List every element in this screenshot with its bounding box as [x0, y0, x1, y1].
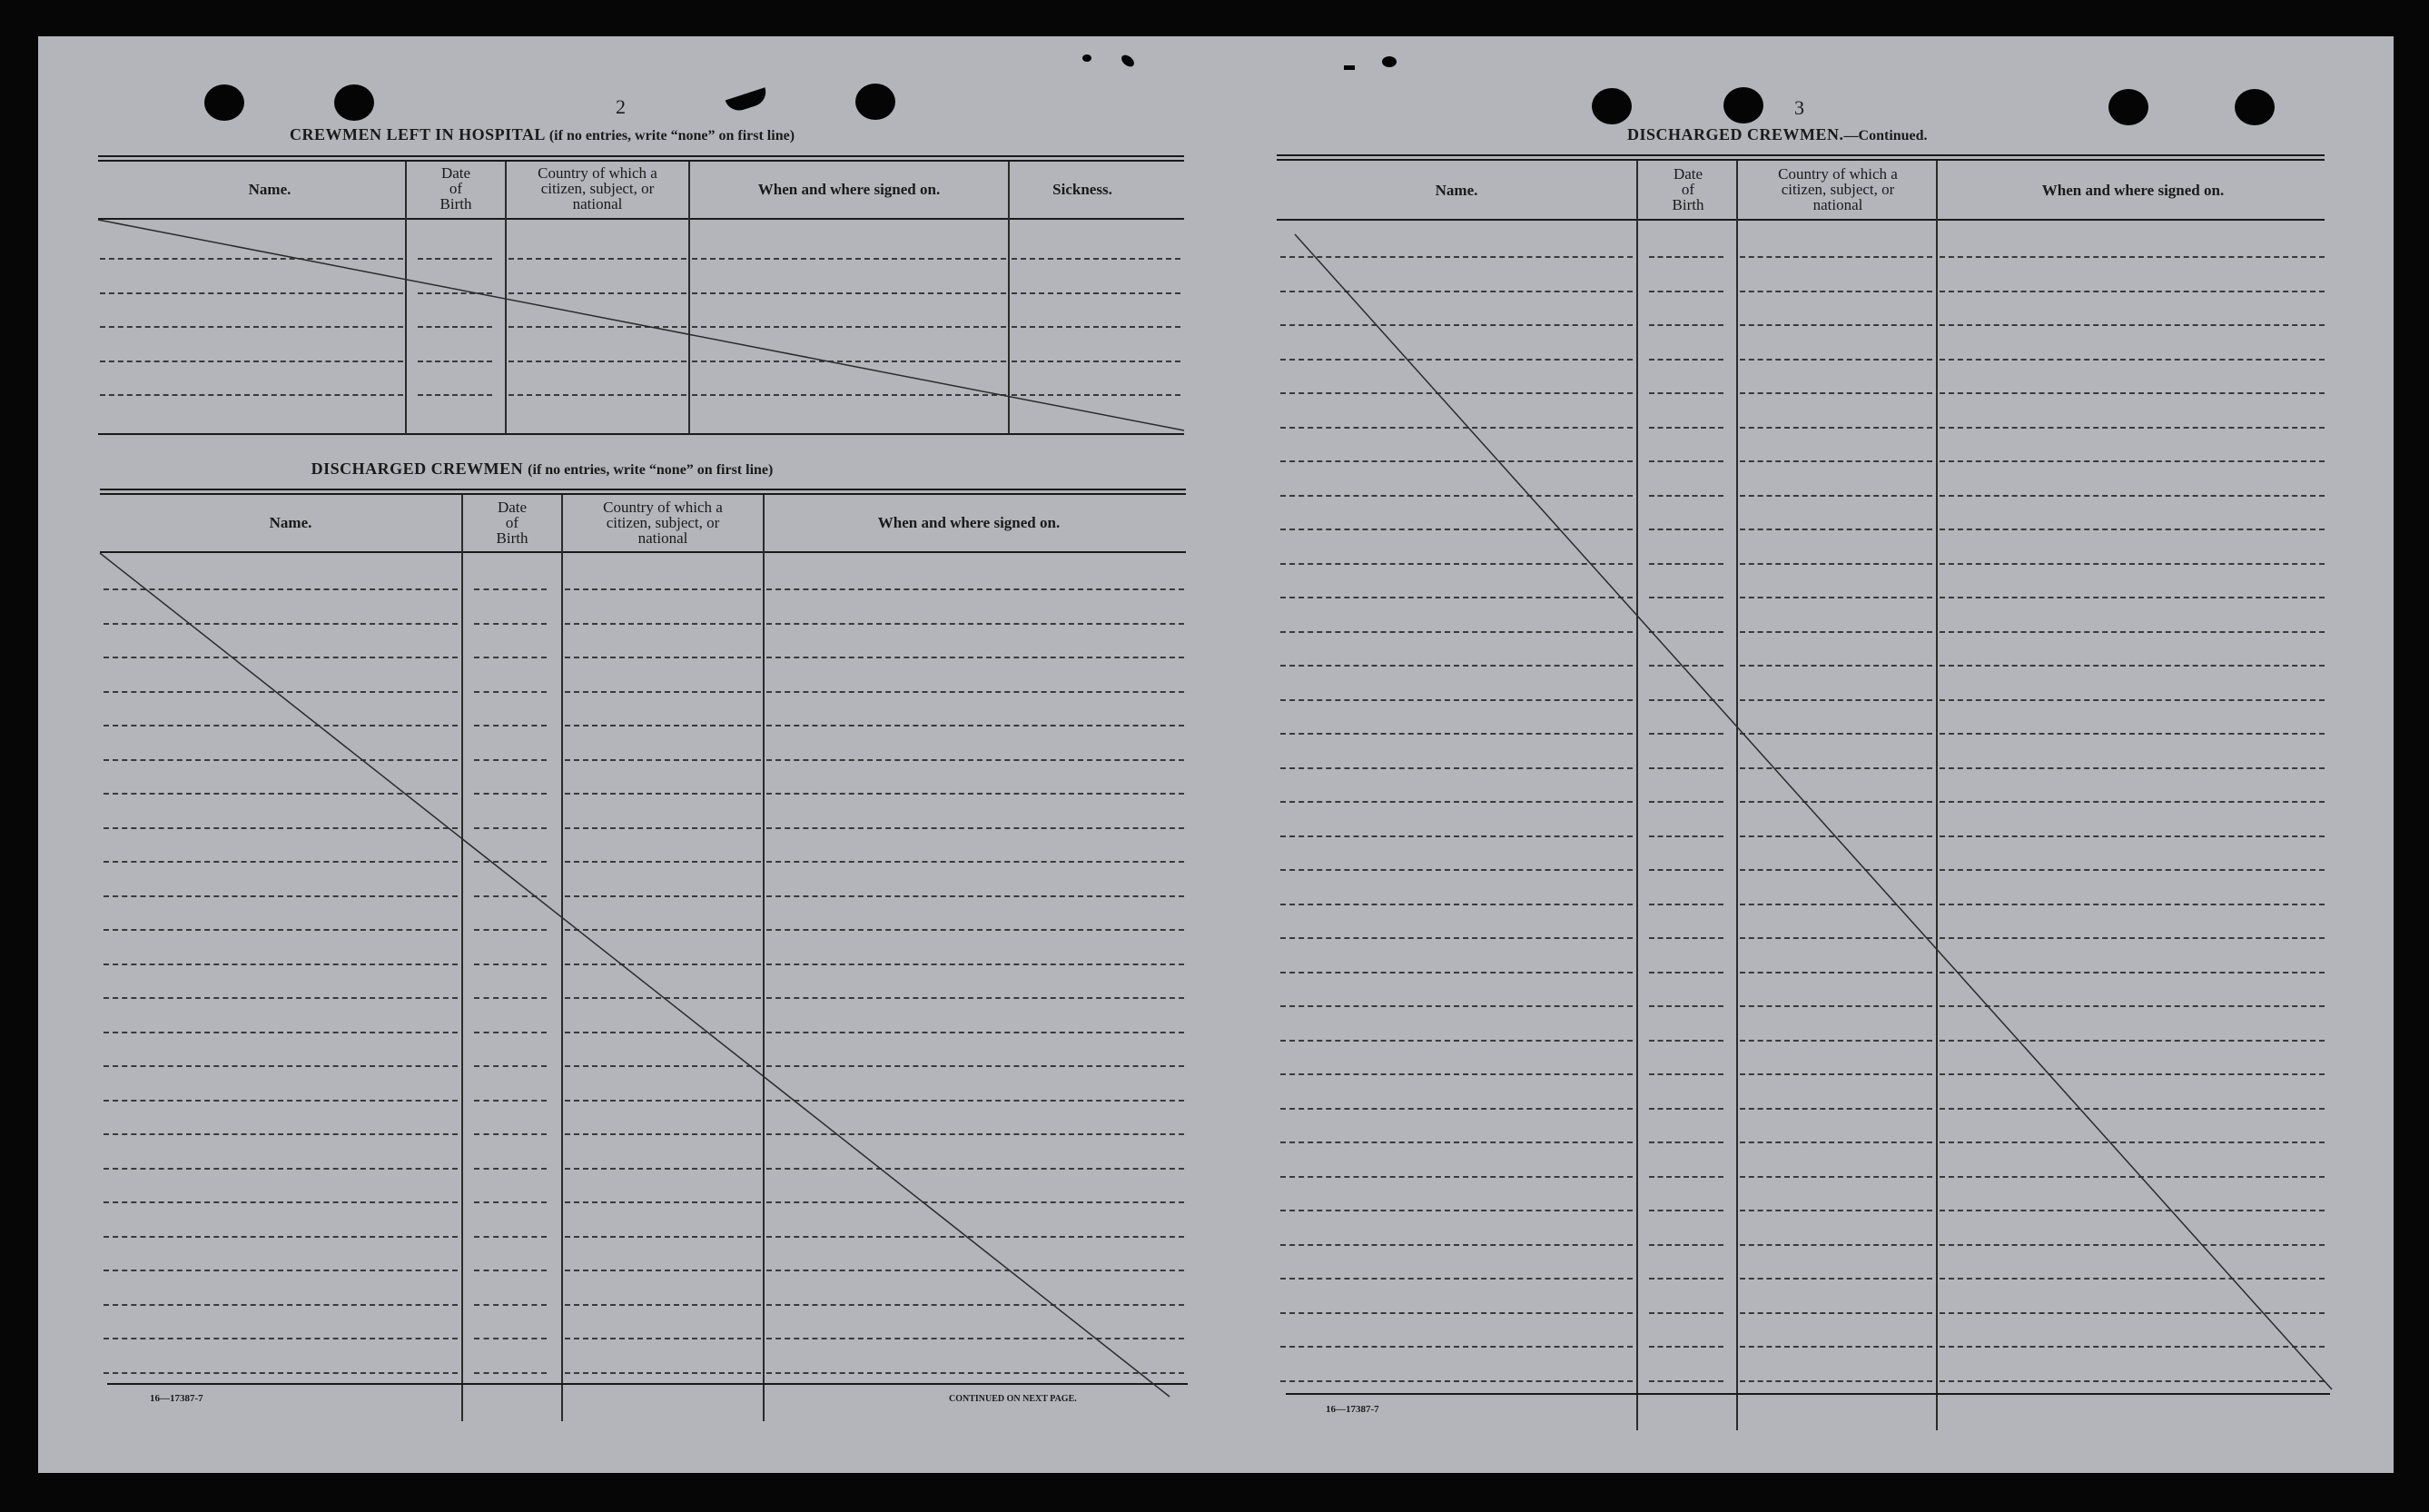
- discharged-strike-line: [100, 553, 1170, 1397]
- page-number: 3: [1794, 96, 1804, 119]
- hospital-title-text: CREWMEN LEFT IN HOSPITAL: [289, 125, 545, 143]
- hospital-strike-line: [98, 220, 1184, 430]
- discharged-title-text: DISCHARGED CREWMEN: [311, 460, 524, 478]
- column-header-country: Country of which a citizen, subject, or national: [1778, 165, 1898, 213]
- discharged-title-note: (if no entries, write “none” on first line): [528, 462, 774, 478]
- title-note: —Continued.: [1843, 128, 1928, 143]
- column-header-sickness: Sickness.: [1052, 181, 1112, 198]
- hospital-title-note: (if no entries, write “none” on first line): [548, 128, 795, 143]
- column-header-country: Country of which a citizen, subject, or national: [538, 164, 657, 212]
- continued-strike-line: [1295, 234, 2332, 1389]
- column-header-signed: When and where signed on.: [757, 181, 941, 198]
- column-header-date: Date of Birth: [496, 499, 528, 547]
- form-number: 16—17387-7: [1326, 1404, 1379, 1415]
- document-sheet: [38, 36, 2394, 1473]
- column-header-date: Date of Birth: [439, 164, 472, 212]
- column-header-signed: When and where signed on.: [2041, 182, 2225, 199]
- continued-note: CONTINUED ON NEXT PAGE.: [949, 1394, 1077, 1404]
- column-header-date: Date of Birth: [1672, 165, 1704, 213]
- column-header-signed: When and where signed on.: [877, 514, 1061, 531]
- column-header-name: Name.: [248, 181, 291, 198]
- page-number: 2: [616, 95, 626, 118]
- column-header-country: Country of which a citizen, subject, or national: [603, 499, 723, 547]
- column-header-name: Name.: [269, 514, 312, 531]
- strike-lines: [38, 36, 2394, 1473]
- form-number: 16—17387-7: [150, 1393, 203, 1404]
- title-text: DISCHARGED CREWMEN.: [1627, 125, 1844, 143]
- column-header-name: Name.: [1435, 182, 1478, 199]
